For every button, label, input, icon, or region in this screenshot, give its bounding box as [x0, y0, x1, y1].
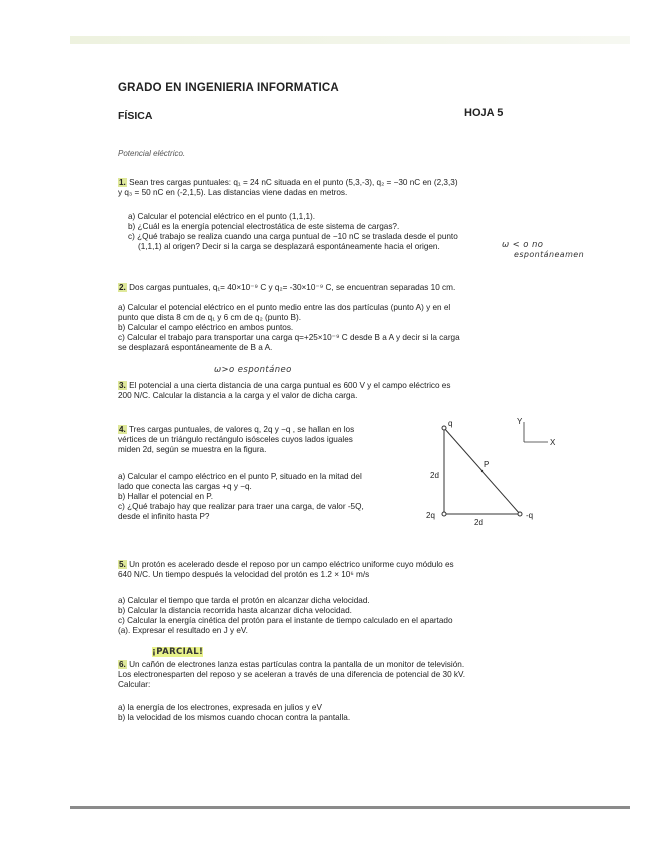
item-b: b) ¿Cuál es la energía potencial electrostática de este sistema de cargas?.: [128, 222, 400, 231]
item-a: a) Calcular el tiempo que tarda el protón en alcanzar dicha velocidad.: [118, 596, 370, 605]
item-c-cont: desde el infinito hasta P?: [118, 512, 210, 521]
problem-text: 640 N/C. Un tiempo después la velocidad del protón es 1.2 × 10⁶ m/s: [118, 570, 370, 580]
problem-2: [118, 283, 538, 293]
problem-text: Sean tres cargas puntuales: q₁ = 24 nC situada en el punto (5,3,-3), q₂ = −30 nC en (2,3,3): [129, 178, 458, 187]
scan-highlight-strip: [70, 36, 630, 44]
item-c: c) Calcular la energía cinética del protón para el instante de tiempo calculado en el apartado: [118, 616, 453, 625]
problem-number: 1.: [119, 178, 126, 187]
problem-number: 3.: [119, 381, 126, 390]
handwritten-note: espontáneamen: [514, 250, 585, 259]
scan-edge-line: [70, 806, 630, 809]
problem-3: [118, 381, 538, 401]
problem-1: [118, 178, 538, 198]
problem-text: vértices de un triángulo rectángulo isósceles cuyos lados iguales: [118, 435, 353, 445]
item-c: c) ¿Qué trabajo se realiza cuando una carga puntual de −10 nC se traslada desde el punto: [128, 232, 458, 241]
problem-text: Dos cargas puntuales, q₁= 40×10⁻⁹ C y q₂= -30×10⁻⁹ C, se encuentran separadas 10 cm.: [129, 283, 456, 292]
item-c-cont: (a). Expresar el resultado en J y eV.: [118, 626, 248, 635]
problem-text: Los electronesparten del reposo y se aceleran a través de una diferencia de potencial de 30 kV.: [118, 670, 465, 680]
axis-x-label: X: [550, 438, 556, 447]
item-b: b) la velocidad de los mismos cuando chocan contra la pantalla.: [118, 713, 351, 722]
item-a: a) Calcular el campo eléctrico en el punto P, situado en la mitad del: [118, 472, 362, 481]
axis-y-label: Y: [517, 417, 523, 426]
item-a: a) Calcular el potencial eléctrico en el punto medio entre las dos partículas (punto A) y en el: [118, 303, 451, 312]
degree-title: GRADO EN INGENIERIA INFORMATICA: [118, 82, 339, 94]
subject-title: FÍSICA: [118, 110, 153, 122]
item-c: c) Calcular el trabajo para transportar una carga q=+25×10⁻⁹ C desde B a A y decir si la carga: [118, 333, 460, 342]
item-a-cont: lado que conecta las cargas +q y −q.: [118, 482, 252, 491]
item-a-cont: punto que dista 8 cm de q₁ y 6 cm de q₂ (punto B).: [118, 313, 301, 322]
problem-5-items: [118, 596, 538, 636]
label-q: q: [448, 419, 453, 428]
handwritten-note: ¡PARCIAL!: [152, 647, 204, 657]
problem-text: Tres cargas puntuales, de valores q, 2q y −q , se hallan en los: [128, 425, 355, 434]
item-b: b) Calcular el campo eléctrico en ambos puntos.: [118, 323, 294, 332]
problem-number: 6.: [119, 660, 126, 669]
item-c-cont: (1,1,1) al origen? Decir si la carga se desplazará espontáneamente hacia el origen.: [138, 242, 440, 251]
problem-text: miden 2d, según se muestra en la figura.: [118, 445, 267, 455]
handwritten-note: ω < o no: [502, 240, 544, 250]
sheet-number: HOJA 5: [464, 107, 504, 119]
problem-text: El potencial a una cierta distancia de una carga puntual es 600 V y el campo eléctrico es: [129, 381, 451, 390]
label-2q: 2q: [426, 511, 435, 520]
problem-number: 5.: [119, 560, 126, 569]
item-c: c) ¿Qué trabajo hay que realizar para traer una carga, de valor -5Q,: [118, 502, 364, 511]
problem-4: [118, 425, 418, 456]
item-b: b) Calcular la distancia recorrida hasta alcanzar dicha velocidad.: [118, 606, 352, 615]
problem-5: [118, 560, 538, 580]
item-a: a) la energía de los electrones, expresada en julios y eV: [118, 703, 322, 712]
problem-text: y q₃ = 50 nC en (-2,1,5). Las distancias viene dadas en metros.: [118, 188, 348, 198]
item-a: a) Calcular el potencial eléctrico en el punto (1,1,1).: [128, 212, 316, 221]
label-side-vertical: 2d: [430, 471, 439, 480]
problem-number: 4.: [119, 425, 126, 434]
problem-text: Calcular:: [118, 680, 151, 690]
problem-text: 200 N/C. Calcular la distancia a la carga y el valor de dicha carga.: [118, 391, 358, 401]
label-side-horizontal: 2d: [474, 518, 483, 527]
label-p: P: [484, 460, 490, 469]
charge-q-marker: [442, 426, 446, 430]
item-c-cont: se desplazará espontáneamente de B a A.: [118, 343, 273, 352]
charge-neg-q-marker: [518, 512, 522, 516]
problem-2-items: [118, 303, 538, 353]
item-b: b) Hallar el potencial en P.: [118, 492, 213, 501]
label-neg-q: -q: [526, 511, 534, 520]
problem-4-items: [118, 472, 418, 522]
problem-text: Un cañón de electrones lanza estas partículas contra la pantalla de un monitor de televisión.: [129, 660, 465, 669]
topic-heading: Potencial eléctrico.: [118, 149, 186, 158]
point-p-marker: [481, 470, 483, 472]
problem-1-items: [128, 212, 528, 252]
charge-2q-marker: [442, 512, 446, 516]
problem-text: Un protón es acelerado desde el reposo por un campo eléctrico uniforme cuyo módulo es: [129, 560, 454, 569]
problem-number: 2.: [119, 283, 126, 292]
triangle-figure: [420, 414, 580, 534]
problem-6: [118, 660, 538, 691]
handwritten-note: ω>o espontáneo: [214, 365, 292, 375]
problem-6-items: [118, 703, 538, 723]
